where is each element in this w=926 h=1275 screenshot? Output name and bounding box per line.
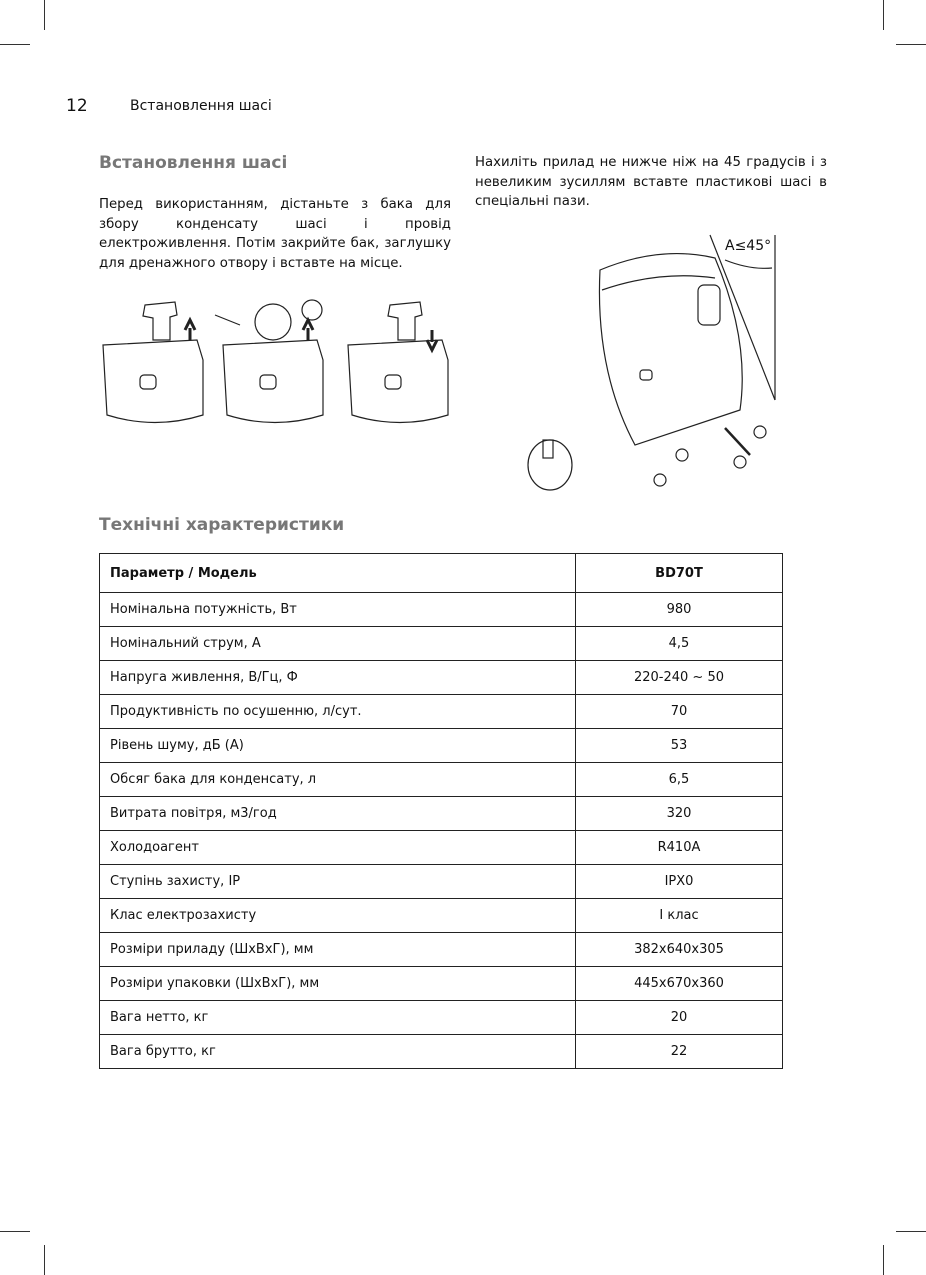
value-cell: 20 [576, 1001, 783, 1035]
parameter-cell: Вага нетто, кг [100, 1001, 576, 1035]
instruction-text: Перед використанням, дістаньте з бака для збору конденсату шасі і провід електроживлення. Потім закрийте бак, заглушку для дренажного отвору і вставте на місце. [99, 197, 451, 271]
crop-mark [0, 44, 30, 45]
parameter-cell: Холодоагент [100, 831, 576, 865]
crop-mark [44, 0, 45, 30]
value-cell: 445x670x360 [576, 967, 783, 1001]
angle-label: A≤45° [725, 238, 772, 254]
spec-table [99, 553, 783, 1069]
section-title: Технічні характеристики [99, 515, 345, 535]
table-row [100, 763, 783, 797]
parameter-cell: Напруга живлення, В/Гц, Ф [100, 661, 576, 695]
table-row [100, 593, 783, 627]
table-row [100, 1001, 783, 1035]
crop-mark [44, 1245, 45, 1275]
parameter-cell: Обсяг бака для конденсату, л [100, 763, 576, 797]
running-header: Встановлення шасі [130, 98, 272, 114]
crop-mark [883, 1245, 884, 1275]
parameter-cell: Ступінь захисту, IP [100, 865, 576, 899]
value-cell: 220-240 ~ 50 [576, 661, 783, 695]
value-cell: 980 [576, 593, 783, 627]
table-row [100, 831, 783, 865]
page-number: 12 [66, 96, 88, 116]
parameter-cell: Продуктивність по осушенню, л/сут. [100, 695, 576, 729]
tilt-illustration [510, 230, 810, 500]
value-cell: I клас [576, 899, 783, 933]
table-row [100, 797, 783, 831]
header-cell: Параметр / Модель [100, 554, 576, 593]
parameter-cell: Розміри упаковки (ШхВхГ), мм [100, 967, 576, 1001]
crop-mark [896, 44, 926, 45]
value-cell: IPX0 [576, 865, 783, 899]
table-row [100, 729, 783, 763]
value-cell: 53 [576, 729, 783, 763]
table-row [100, 967, 783, 1001]
table-row [100, 695, 783, 729]
value-cell: R410A [576, 831, 783, 865]
table-row [100, 899, 783, 933]
parameter-cell: Номінальна потужність, Вт [100, 593, 576, 627]
table-header-row [100, 554, 783, 593]
table-row [100, 933, 783, 967]
header-cell: BD70T [576, 554, 783, 593]
parameter-cell: Номінальний струм, А [100, 627, 576, 661]
table-row [100, 1035, 783, 1069]
tank-illustrations [95, 290, 475, 460]
value-cell: 4,5 [576, 627, 783, 661]
crop-mark [896, 1231, 926, 1232]
value-cell: 70 [576, 695, 783, 729]
value-cell: 320 [576, 797, 783, 831]
value-cell: 6,5 [576, 763, 783, 797]
value-cell: 382x640x305 [576, 933, 783, 967]
instruction-text: Нахиліть прилад не нижче ніж на 45 градусів і з невеликим зусиллям вставте пластикові шасі в спеціальні пази. [475, 155, 827, 209]
parameter-cell: Розміри приладу (ШхВхГ), мм [100, 933, 576, 967]
table-row [100, 627, 783, 661]
parameter-cell: Клас електрозахисту [100, 899, 576, 933]
section-title: Встановлення шасі [99, 153, 288, 173]
crop-mark [883, 0, 884, 30]
parameter-cell: Витрата повітря, м3/год [100, 797, 576, 831]
parameter-cell: Рівень шуму, дБ (А) [100, 729, 576, 763]
value-cell: 22 [576, 1035, 783, 1069]
table-row [100, 865, 783, 899]
crop-mark [0, 1231, 30, 1232]
table-row [100, 661, 783, 695]
parameter-cell: Вага брутто, кг [100, 1035, 576, 1069]
